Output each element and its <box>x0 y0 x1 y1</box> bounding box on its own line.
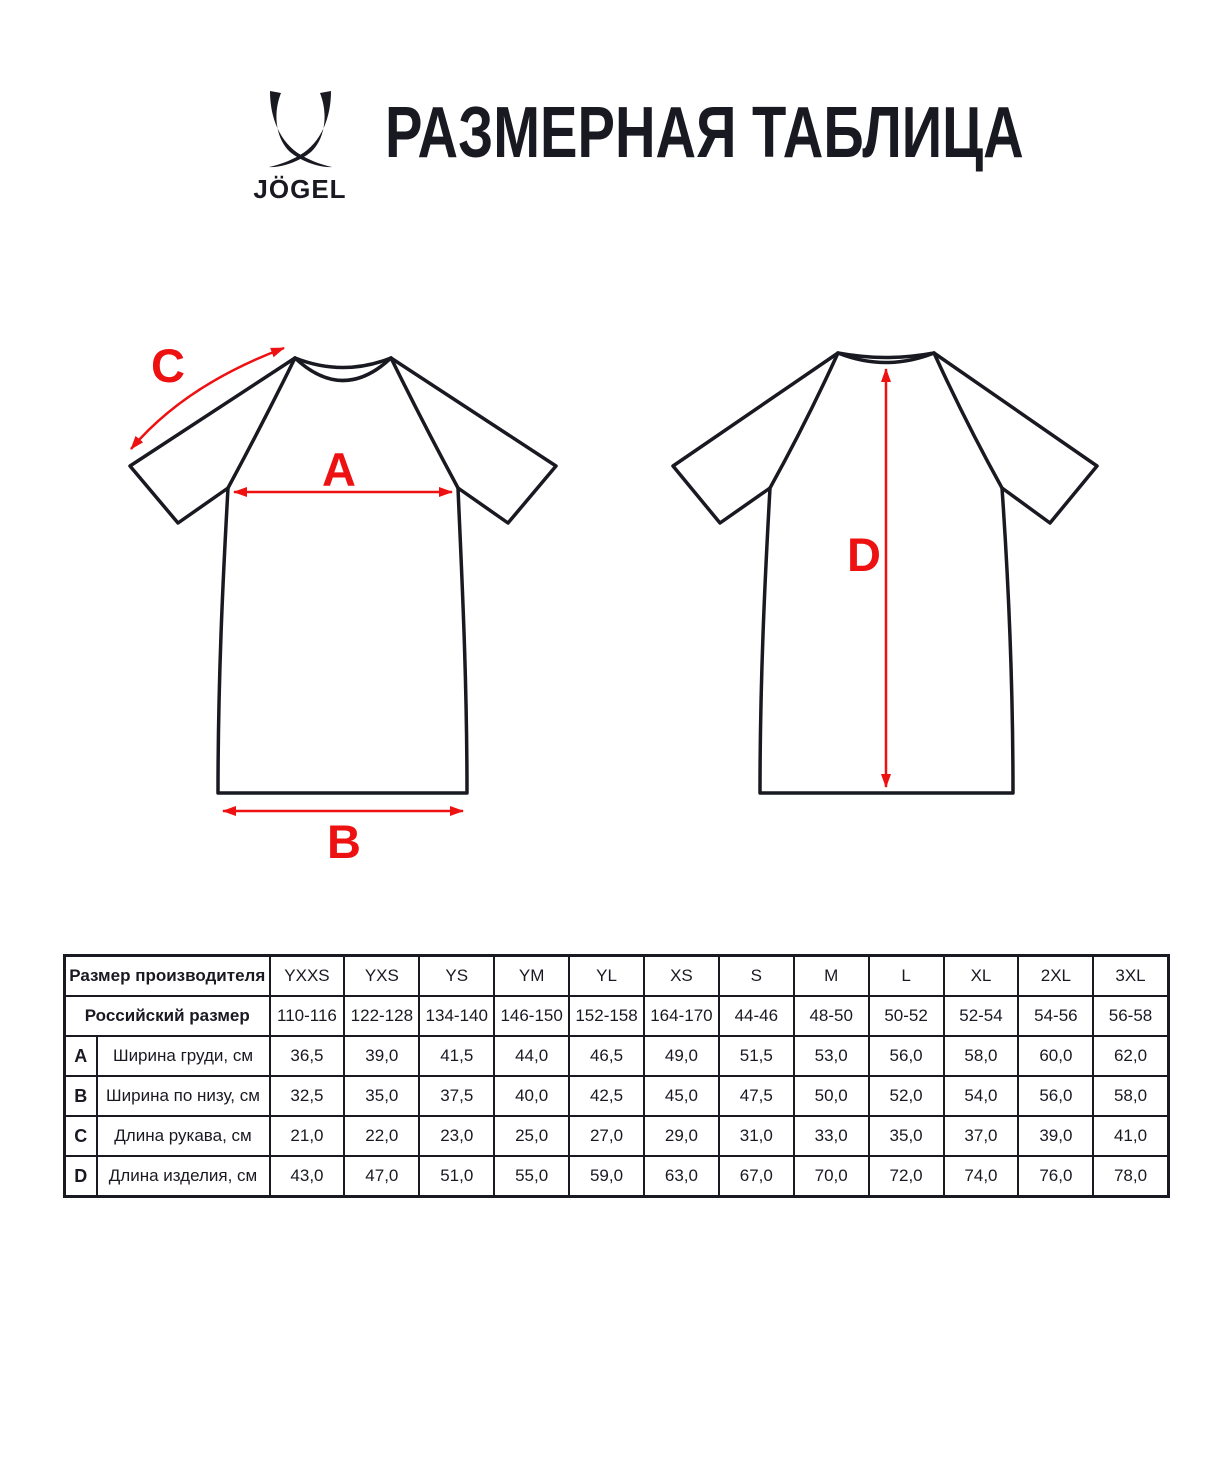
measure-row-d <box>65 1156 1169 1197</box>
size-value-cell: 58,0 <box>944 1036 1019 1076</box>
front-shirt-outline <box>130 358 556 793</box>
size-value-cell: 43,0 <box>270 1156 345 1197</box>
size-value-cell: YM <box>494 956 569 997</box>
measure-label-c: C <box>151 339 185 392</box>
size-value-cell: 60,0 <box>1018 1036 1093 1076</box>
size-value-cell: 39,0 <box>344 1036 419 1076</box>
size-value-cell: 33,0 <box>794 1116 869 1156</box>
page-title: РАЗМЕРНАЯ ТАБЛИЦА <box>385 93 1024 173</box>
size-value-cell: 146-150 <box>494 996 569 1036</box>
size-value-cell: S <box>719 956 794 997</box>
size-value-cell: 164-170 <box>644 996 719 1036</box>
size-value-cell: YXS <box>344 956 419 997</box>
size-value-cell: 44,0 <box>494 1036 569 1076</box>
brand-wordmark: JÖGEL <box>253 174 347 204</box>
size-value-cell: 41,0 <box>1093 1116 1168 1156</box>
size-value-cell: 51,0 <box>419 1156 494 1197</box>
size-value-cell: 3XL <box>1093 956 1168 997</box>
size-value-cell: 39,0 <box>1018 1116 1093 1156</box>
row-label-cell: Размер производителя <box>65 956 270 997</box>
size-value-cell: 55,0 <box>494 1156 569 1197</box>
size-value-cell: 29,0 <box>644 1116 719 1156</box>
size-value-cell: 76,0 <box>1018 1156 1093 1197</box>
size-value-cell: 54,0 <box>944 1076 1019 1116</box>
size-value-cell: 152-158 <box>569 996 644 1036</box>
measure-label-d: D <box>847 528 881 581</box>
size-value-cell: 42,5 <box>569 1076 644 1116</box>
row-label-cell: Длина изделия, см <box>97 1156 270 1197</box>
size-value-cell: 54-56 <box>1018 996 1093 1036</box>
producer-size-row <box>65 956 1169 997</box>
size-value-cell: YL <box>569 956 644 997</box>
row-key-cell: A <box>65 1036 97 1076</box>
size-value-cell: 23,0 <box>419 1116 494 1156</box>
size-value-cell: 53,0 <box>794 1036 869 1076</box>
size-value-cell: 25,0 <box>494 1116 569 1156</box>
measure-label-b: B <box>327 815 361 868</box>
size-value-cell: 48-50 <box>794 996 869 1036</box>
size-value-cell: 47,5 <box>719 1076 794 1116</box>
size-value-cell: YXXS <box>270 956 345 997</box>
size-value-cell: 46,5 <box>569 1036 644 1076</box>
size-value-cell: 27,0 <box>569 1116 644 1156</box>
size-table <box>63 954 1170 1198</box>
size-value-cell: 37,0 <box>944 1116 1019 1156</box>
row-label-cell: Ширина по низу, см <box>97 1076 270 1116</box>
row-key-cell: C <box>65 1116 97 1156</box>
size-value-cell: 45,0 <box>644 1076 719 1116</box>
size-value-cell: XS <box>644 956 719 997</box>
measure-row-a <box>65 1036 1169 1076</box>
front-shirt-diagram <box>90 320 590 880</box>
size-value-cell: 44-46 <box>719 996 794 1036</box>
size-value-cell: 51,5 <box>719 1036 794 1076</box>
back-shirt-diagram <box>630 320 1130 880</box>
size-value-cell: 22,0 <box>344 1116 419 1156</box>
size-value-cell: 52-54 <box>944 996 1019 1036</box>
size-value-cell: 31,0 <box>719 1116 794 1156</box>
size-value-cell: 49,0 <box>644 1036 719 1076</box>
size-value-cell: 2XL <box>1018 956 1093 997</box>
size-value-cell: 56,0 <box>1018 1076 1093 1116</box>
size-value-cell: 134-140 <box>419 996 494 1036</box>
size-value-cell: XL <box>944 956 1019 997</box>
size-value-cell: 74,0 <box>944 1156 1019 1197</box>
size-value-cell: 47,0 <box>344 1156 419 1197</box>
measure-label-a: A <box>322 443 356 496</box>
row-label-cell: Российский размер <box>65 996 270 1036</box>
size-value-cell: 36,5 <box>270 1036 345 1076</box>
size-value-cell: M <box>794 956 869 997</box>
size-value-cell: 50,0 <box>794 1076 869 1116</box>
row-label-cell: Ширина груди, см <box>97 1036 270 1076</box>
size-value-cell: 50-52 <box>869 996 944 1036</box>
size-value-cell: 32,5 <box>270 1076 345 1116</box>
size-value-cell: 35,0 <box>869 1116 944 1156</box>
row-label-cell: Длина рукава, см <box>97 1116 270 1156</box>
jogel-horns-icon <box>240 82 360 178</box>
size-table-body <box>65 956 1169 1197</box>
size-value-cell: 122-128 <box>344 996 419 1036</box>
russian-size-row <box>65 996 1169 1036</box>
measure-row-c <box>65 1116 1169 1156</box>
size-value-cell: 110-116 <box>270 996 345 1036</box>
size-value-cell: 21,0 <box>270 1116 345 1156</box>
size-value-cell: 56,0 <box>869 1036 944 1076</box>
size-value-cell: 63,0 <box>644 1156 719 1197</box>
size-value-cell: 35,0 <box>344 1076 419 1116</box>
size-value-cell: 59,0 <box>569 1156 644 1197</box>
size-value-cell: 40,0 <box>494 1076 569 1116</box>
size-value-cell: 58,0 <box>1093 1076 1168 1116</box>
size-value-cell: 52,0 <box>869 1076 944 1116</box>
size-value-cell: 67,0 <box>719 1156 794 1197</box>
size-value-cell: YS <box>419 956 494 997</box>
size-value-cell: 70,0 <box>794 1156 869 1197</box>
row-key-cell: B <box>65 1076 97 1116</box>
measure-row-b <box>65 1076 1169 1116</box>
size-value-cell: 78,0 <box>1093 1156 1168 1197</box>
size-value-cell: 37,5 <box>419 1076 494 1116</box>
row-key-cell: D <box>65 1156 97 1197</box>
size-value-cell: 72,0 <box>869 1156 944 1197</box>
size-value-cell: L <box>869 956 944 997</box>
size-value-cell: 56-58 <box>1093 996 1168 1036</box>
size-value-cell: 41,5 <box>419 1036 494 1076</box>
size-value-cell: 62,0 <box>1093 1036 1168 1076</box>
